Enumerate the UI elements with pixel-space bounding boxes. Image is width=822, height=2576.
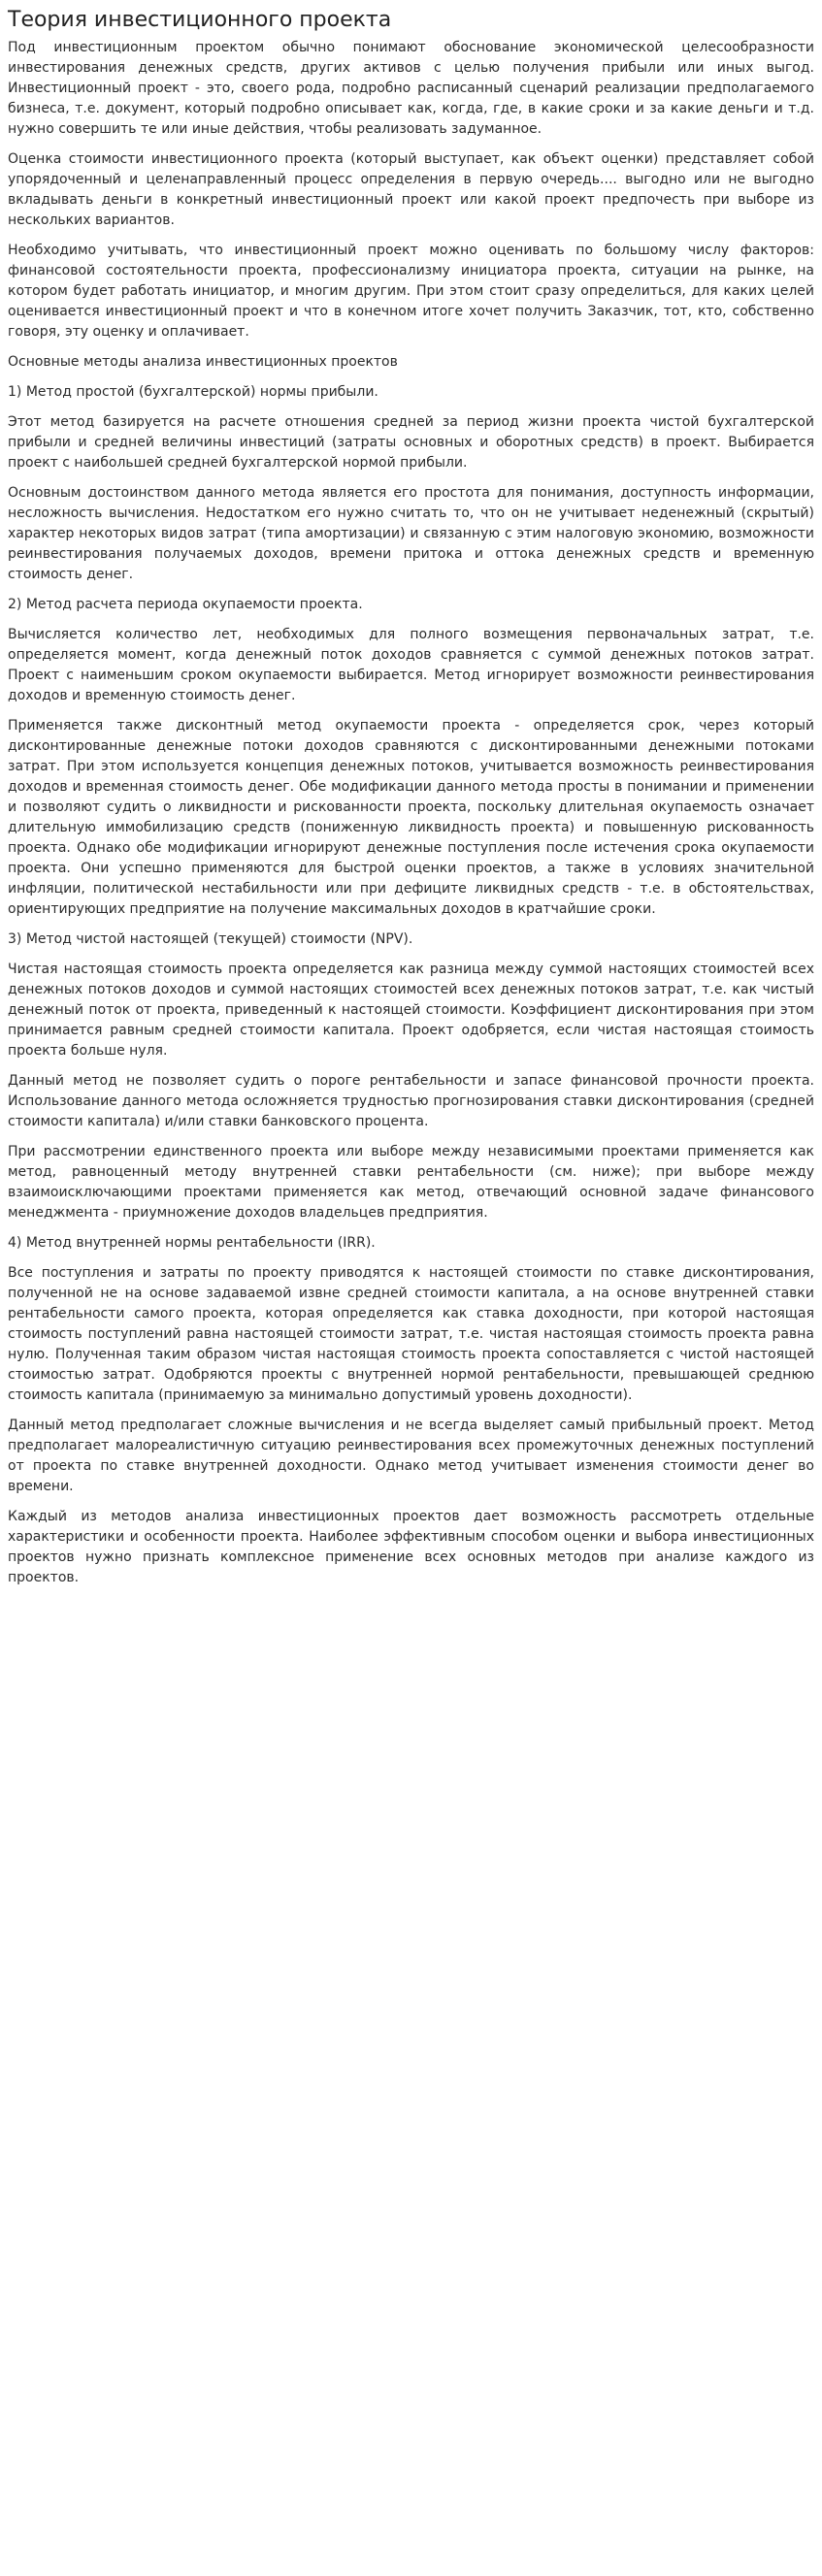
method-heading-1: 1) Метод простой (бухгалтерской) нормы прибыли. <box>8 384 378 400</box>
paragraph-intro: Под инвестиционным проектом обычно понимают обоснование экономической целесообразности инвестирования денежных средств, других активов с целью получения прибыли или иных выгод. Инвестиционный проект - это, своего рода, подробно расписанный сценарий реализации предполагаемого бизнеса, т.е. документ, который подробно описывает как, когда, где, в какие сроки и за какие деньги и т.д. нужно совершить те или иные действия, чтобы реализовать задуманное. <box>8 40 814 137</box>
paragraph-method-3-description: Чистая настоящая стоимость проекта определяется как разница между суммой настоящих стоимостей всех денежных потоков доходов и суммой настоящих стоимостей всех денежных потоков затрат, т.е. как чистый денежный поток от проекта, приведенный к настоящей стоимости. Коэффициент дисконтирования при этом принимается равным средней стоимости капитала. Проект одобряется, если чистая настоящая стоимость проекта больше нуля. <box>8 962 814 1059</box>
paragraph-method-4-limits: Данный метод предполагает сложные вычисления и не всегда выделяет самый прибыльный проект. Метод предполагает малореалистичную ситуацию реинвестирования всех промежуточных денежных поступлений от проекта по ставке внутренней доходности. Однако метод учитывает изменения стоимости денег во времени. <box>8 1418 814 1494</box>
section-heading-methods: Основные методы анализа инвестиционных проектов <box>8 354 398 370</box>
paragraph-method-4-description: Все поступления и затраты по проекту приводятся к настоящей стоимости по ставке дисконтирования, полученной не на основе задаваемой извне средней стоимости капитала, а на основе внутренней ставки рентабельности самого проекта, которая определяется как ставка доходности, при которой настоящая стоимость поступлений равна настоящей стоимости затрат, т.е. чистая настоящая стоимость проекта равна нулю. Полученная таким образом чистая настоящая стоимость проекта сопоставляется с чистой настоящей стоимостью затрат. Одобряются проекты с внутренней нормой рентабельности, превышающей среднюю стоимость капитала (принимаемую за минимально допустимый уровень доходности). <box>8 1265 814 1403</box>
paragraph-factors: Необходимо учитывать, что инвестиционный проект можно оценивать по большому числу факторов: финансовой состоятельности проекта, профессионализму инициатора проекта, ситуации на рынке, на котором будет работать инициатор, и многим другим. При этом стоит сразу определиться, для каких целей оценивается инвестиционный проект и что в конечном итоге хочет получить Заказчик, тот, кто, собственно говоря, эту оценку и оплачивает. <box>8 243 814 340</box>
paragraph-method-3-usage: При рассмотрении единственного проекта или выборе между независимыми проектами применяется как метод, равноценный методу внутренней ставки рентабельности (см. ниже); при выборе между взаимоисключающими проектами применяется как метод, отвечающий основной задаче финансового менеджмента - приумножение доходов владельцев предприятия. <box>8 1144 814 1221</box>
paragraph-valuation: Оценка стоимости инвестиционного проекта (который выступает, как объект оценки) представляет собой упорядоченный и целенаправленный процесс определения в первую очередь.... выгодно или не выгодно вкладывать деньги в конкретный инвестиционный проект или какой проект предпочесть при выборе из нескольких вариантов. <box>8 151 814 228</box>
paragraph-conclusion: Каждый из методов анализа инвестиционных проектов дает возможность рассмотреть отдельные характеристики и особенности проекта. Наиболее эффективным способом оценки и выбора инвестиционных проектов нужно признать комплексное применение всех основных методов при анализе каждого из проектов. <box>8 1509 814 1585</box>
page-title: Теория инвестиционного проекта <box>8 8 392 32</box>
paragraph-method-1-pros-cons: Основным достоинством данного метода является его простота для понимания, доступность информации, несложность вычисления. Недостатком его нужно считать то, что он не учитывает неденежный (скрытый) характер некоторых видов затрат (типа амортизации) и связанную с этим налоговую экономию, возможности реинвестирования получаемых доходов, времени притока и оттока денежных средств и временную стоимость денег. <box>8 485 814 582</box>
paragraph-method-1-description: Этот метод базируется на расчете отношения средней за период жизни проекта чистой бухгалтерской прибыли и средней величины инвестиций (затраты основных и оборотных средств) в проект. Выбирается проект с наибольшей средней бухгалтерской нормой прибыли. <box>8 414 814 471</box>
method-heading-3: 3) Метод чистой настоящей (текущей) стоимости (NPV). <box>8 931 413 947</box>
paragraph-method-3-limits: Данный метод не позволяет судить о пороге рентабельности и запасе финансовой прочности проекта. Использование данного метода осложняется трудностью прогнозирования ставки дисконтирования (средней стоимости капитала) и/или ставки банковского процента. <box>8 1073 814 1129</box>
paragraph-method-2-description: Вычисляется количество лет, необходимых для полного возмещения первоначальных затрат, т.е. определяется момент, когда денежный поток доходов сравняется с суммой денежных потоков затрат. Проект с наименьшим сроком окупаемости выбирается. Метод игнорирует возможности реинвестирования доходов и временную стоимость денег. <box>8 627 814 703</box>
method-heading-4: 4) Метод внутренней нормы рентабельности (IRR). <box>8 1235 376 1251</box>
paragraph-method-2-discount: Применяется также дисконтный метод окупаемости проекта - определяется срок, через который дисконтированные денежные потоки доходов сравняются с дисконтированными денежными потоками затрат. При этом используется концепция денежных потоков, учитывается возможность реинвестирования доходов и временная стоимость денег. Обе модификации данного метода просты в понимании и применении и позволяют судить о ликвидности и рискованности проекта, поскольку длительная окупаемость означает длительную иммобилизацию средств (пониженную ликвидность проекта) и повышенную рискованность проекта. Однако обе модификации игнорируют денежные поступления после истечения срока окупаемости проекта. Они успешно применяются для быстрой оценки проектов, а также в условиях значительной инфляции, политической нестабильности или при дефиците ликвидных средств - т.е. в обстоятельствах, ориентирующих предприятие на получение максимальных доходов в кратчайшие сроки. <box>8 718 814 917</box>
method-heading-2: 2) Метод расчета периода окупаемости проекта. <box>8 597 363 612</box>
